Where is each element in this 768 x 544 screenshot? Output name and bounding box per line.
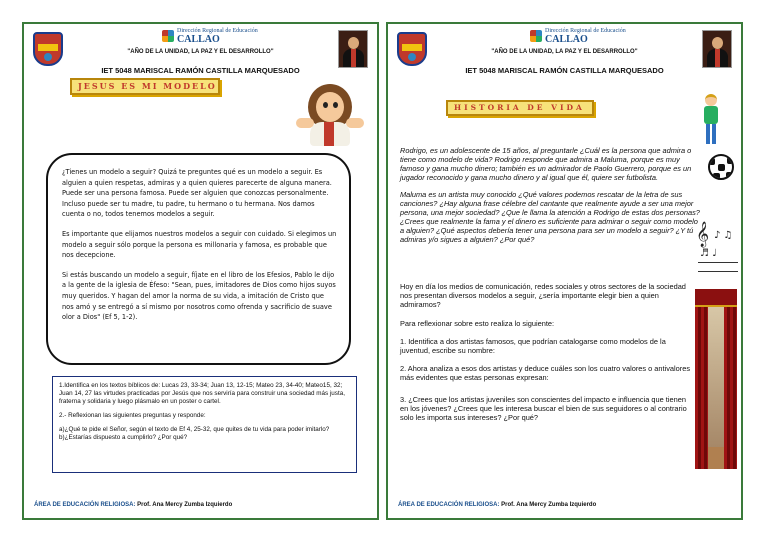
activity-box: [52, 376, 357, 473]
school-name: IET 5048 MARISCAL RAMÓN CASTILLA MARQUESADO: [101, 66, 300, 75]
callao-logo-icon: Dirección Regional de Educación CALLAO: [530, 28, 626, 44]
activity-item: b)¿Estarías dispuesto a cumplirlo? ¿Por qué?: [59, 434, 188, 441]
stage-curtain-icon: [695, 289, 737, 469]
activity-item: 2.- Reflexionan las siguientes preguntas y responde:: [59, 412, 206, 419]
music-notes-icon: 𝄞 ♪ ♫ ♬ ♩: [696, 224, 741, 272]
banner-title: HISTORIA DE VIDA: [446, 100, 594, 116]
instruction: Para reflexionar sobre esto realiza lo siguiente:: [400, 319, 555, 328]
reading-paragraph: Si estás buscando un modelo a seguir, fíjate en el libro de los Efesios, Pablo le dijo a la gente de la iglesia de Éfeso: "Sean, pues, imitadores de Dios como hijos suyos muy queridos. Y hagan del amor la norma de su vida, a imitación de Cristo que nos amó y se entregó a sí mismo por nosotros como ofrenda y sacrificio de suave olor a Dios" (Ef 5, 1-2).: [62, 270, 336, 322]
question-item: 2. Ahora analiza a esos dos artistas y deduce cuáles son los cuatro valores o antivalores más evidentes que estas personas expresan:: [400, 364, 691, 382]
boy-icon: [699, 94, 723, 146]
question-item: 1. Identifica a dos artistas famosos, que podrían catalogarse como modelos de la juventud, escribe su nombre:: [400, 337, 666, 355]
reading-paragraph: Es importante que elijamos nuestros modelos a seguir con cuidado. Si elegimos un modelo a seguir sólo porque la persona es millonaria y famosa, es probable que nos decepcione.: [62, 229, 337, 260]
footer-area: ÁREA DE EDUCACIÓN RELIGIOSA:: [398, 502, 500, 508]
story-paragraph: Maluma es un artista muy conocido ¿Qué valores podemos rescatar de la letra de sus canciones? ¿Hay alguna frase célebre del cantante que realmente ayude a ser una mejor persona, una mejor sociedad? ¿Que le llama la atención a Rodrigo de estas dos personas? ¿Crees que realmente la fama y el dinero es suficiente para admirar o seguir como modelo a alguien? ¿Qué aspectos debería tener una persona para ser un modelo a seguir? ¿Y tú admiras y/o sigues a alguien? ¿Por qué?: [400, 190, 700, 244]
reading-box: [46, 153, 351, 365]
banner-title: JESUS ES MI MODELO: [70, 78, 220, 95]
worksheet-page-left: [22, 22, 379, 520]
worksheet-page-right: [386, 22, 743, 520]
footer: [398, 502, 596, 508]
school-name: IET 5048 MARISCAL RAMÓN CASTILLA MARQUESADO: [465, 66, 664, 75]
footer: [34, 502, 232, 508]
activity-item: 1.Identifica en los textos bíblicos de: Lucas 23, 33-34; Juan 13, 12-15; Mateo 23, 34-40; Mateo15, 32; Juan 14, 27 las virtudes practicadas por Jesús que nos serviría para construir una sociedad más justa, fraterna y solidaria y luego plásmalo en un poster o cartel.: [59, 382, 345, 405]
soccer-ball-icon: [708, 154, 734, 180]
callao-logo-icon: Dirección Regional de Educación CALLAO: [162, 28, 258, 44]
footer-teacher: Prof. Ana Mercy Zumba Izquierdo: [501, 502, 597, 508]
footer-teacher: Prof. Ana Mercy Zumba Izquierdo: [137, 502, 233, 508]
reading-paragraph: ¿Tienes un modelo a seguir? Quizá te preguntes qué es un modelo a seguir. Es alguien a quien respetas, admiras y a quien quieres parecerte de alguna manera. Puede ser una persona famosa. Puede ser alguien que conozcas personalmente. Incluso puede ser tu madre, tu padre, tu hermano o tu hermana. Nos damos cuenta o no, todos tenemos modelos a seguir.: [62, 168, 332, 219]
motto: "AÑO DE LA UNIDAD, LA PAZ Y EL DESARROLLO": [491, 49, 638, 55]
footer-area: ÁREA DE EDUCACIÓN RELIGIOSA:: [34, 502, 136, 508]
story-paragraph: Rodrigo, es un adolescente de 15 años, al preguntarle ¿Cuál es la persona que admira o tiene como modelo de vida? Rodrigo responde que admira a Maluma, porque es muy famoso y gana mucho dinero; también es un admirador de Paolo Guerrero, porque es un jugador reconocido y gana mucho dinero y al igual que él, quiere ser futbolista.: [400, 146, 692, 182]
story-paragraph: Hoy en día los medios de comunicación, redes sociales y otros sectores de la sociedad nos presentan diversos modelos a seguir, ¿sería importante elegir bien a quien admiramos?: [400, 282, 686, 309]
motto: "AÑO DE LA UNIDAD, LA PAZ Y EL DESARROLLO": [127, 49, 274, 55]
activity-item: a)¿Qué te pide el Señor, según el texto de Ef 4, 25-32, que quites de tu vida para poder imitarlo?: [59, 426, 330, 433]
jesus-cartoon-icon: [296, 84, 366, 146]
question-item: 3. ¿Crees que los artistas juveniles son conscientes del impacto e influencia que tienen en los jóvenes? ¿Crees que les interesa buscar el bien de sus seguidores o al contrario solo les importa sus intereses? ¿Por qué?: [400, 395, 687, 422]
